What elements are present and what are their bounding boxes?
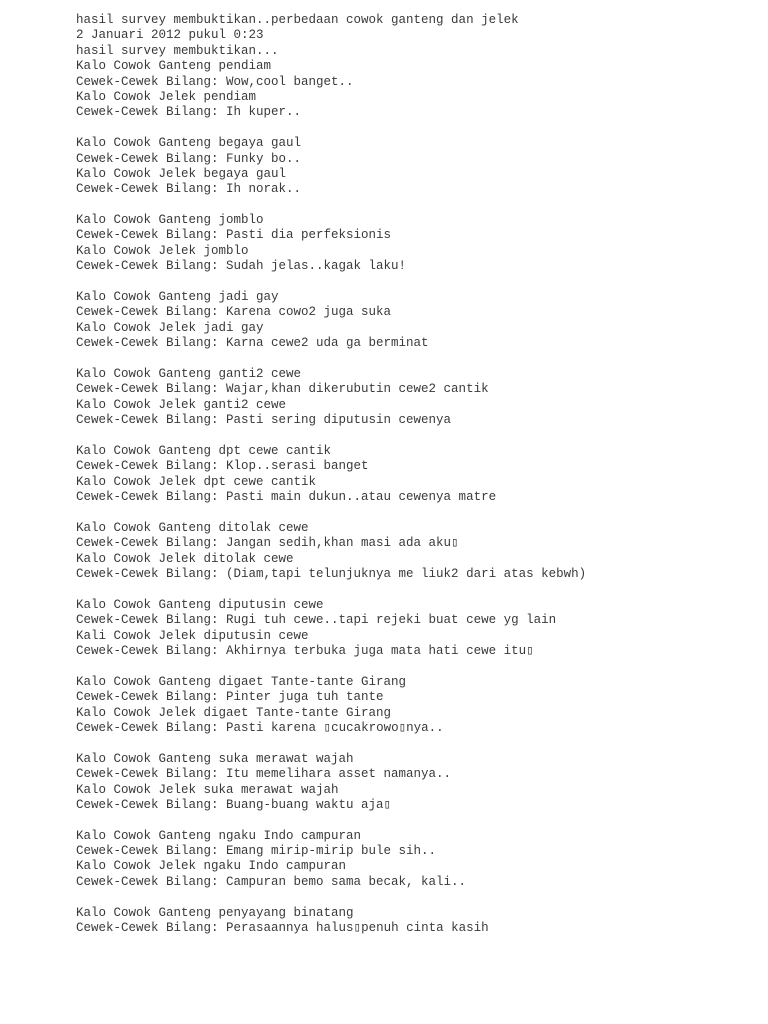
survey-line: Kalo Cowok Ganteng suka merawat wajah [76, 751, 354, 766]
survey-block [76, 598, 756, 660]
block-spacer [76, 198, 756, 213]
survey-line: Cewek-Cewek Bilang: Karena cowo2 juga suka [76, 305, 392, 320]
survey-line: Cewek-Cewek Bilang: Ih norak.. [76, 182, 302, 197]
block-spacer [76, 582, 756, 597]
block-spacer [76, 659, 756, 674]
survey-line: Kalo Cowok Ganteng penyayang binatang [76, 905, 354, 920]
survey-line: Cewek-Cewek Bilang: Pasti karena ▯cucakrowo▯nya.. [76, 720, 444, 735]
survey-line: Cewek-Cewek Bilang: Rugi tuh cewe..tapi rejeki buat cewe yg lain [76, 613, 557, 628]
block-spacer [76, 506, 756, 521]
survey-line: Kalo Cowok Ganteng digaet Tante-tante Girang [76, 674, 407, 689]
survey-line: Kalo Cowok Jelek ngaku Indo campuran [76, 859, 347, 874]
survey-line: Cewek-Cewek Bilang: Wow,cool banget.. [76, 74, 354, 89]
document-intro: hasil survey membuktikan... [76, 43, 279, 58]
survey-line: Kalo Cowok Jelek jadi gay [76, 320, 264, 335]
survey-line: Kalo Cowok Ganteng begaya gaul [76, 136, 302, 151]
survey-line: Kalo Cowok Jelek suka merawat wajah [76, 782, 339, 797]
survey-block [76, 290, 756, 352]
survey-line: Cewek-Cewek Bilang: Pasti sering diputusin cewenya [76, 413, 452, 428]
block-spacer [76, 275, 756, 290]
survey-line: Kalo Cowok Jelek ganti2 cewe [76, 397, 287, 412]
block-spacer [76, 813, 756, 828]
survey-blocks [76, 59, 756, 936]
survey-block [76, 675, 756, 737]
survey-line: Kalo Cowok Jelek ditolak cewe [76, 551, 294, 566]
survey-line: Cewek-Cewek Bilang: Wajar,khan dikerubutin cewe2 cantik [76, 382, 489, 397]
survey-line: Cewek-Cewek Bilang: Itu memelihara asset namanya.. [76, 767, 452, 782]
survey-line: Cewek-Cewek Bilang: Akhirnya terbuka juga mata hati cewe itu▯ [76, 644, 534, 659]
survey-block [76, 906, 756, 937]
survey-line: Cewek-Cewek Bilang: Pasti main dukun..atau cewenya matre [76, 490, 497, 505]
block-spacer [76, 121, 756, 136]
block-spacer [76, 352, 756, 367]
survey-line: Cewek-Cewek Bilang: Emang mirip-mirip bule sih.. [76, 844, 437, 859]
survey-line: Kalo Cowok Jelek dpt cewe cantik [76, 474, 317, 489]
survey-line: Kalo Cowok Jelek digaet Tante-tante Girang [76, 705, 392, 720]
survey-line: Cewek-Cewek Bilang: Perasaannya halus▯penuh cinta kasih [76, 921, 489, 936]
survey-line: Kalo Cowok Ganteng pendiam [76, 59, 272, 74]
survey-line: Cewek-Cewek Bilang: Jangan sedih,khan masi ada aku▯ [76, 536, 459, 551]
survey-block [76, 752, 756, 814]
survey-line: Kali Cowok Jelek diputusin cewe [76, 628, 309, 643]
survey-line: Cewek-Cewek Bilang: Buang-buang waktu aja▯ [76, 797, 392, 812]
survey-line: Cewek-Cewek Bilang: Klop..serasi banget [76, 459, 369, 474]
survey-block [76, 829, 756, 891]
survey-line: Kalo Cowok Ganteng ngaku Indo campuran [76, 828, 362, 843]
survey-line: Cewek-Cewek Bilang: Pinter juga tuh tante [76, 690, 384, 705]
survey-line: Kalo Cowok Ganteng jadi gay [76, 290, 279, 305]
survey-line: Kalo Cowok Ganteng ganti2 cewe [76, 366, 302, 381]
survey-block [76, 367, 756, 429]
survey-line: Cewek-Cewek Bilang: (Diam,tapi telunjuknya me liuk2 dari atas kebwh) [76, 567, 587, 582]
survey-block [76, 521, 756, 583]
survey-block [76, 59, 756, 121]
block-spacer [76, 890, 756, 905]
survey-line: Kalo Cowok Jelek pendiam [76, 89, 257, 104]
survey-block [76, 444, 756, 506]
survey-line: Cewek-Cewek Bilang: Karna cewe2 uda ga berminat [76, 336, 429, 351]
survey-line: Kalo Cowok Ganteng jomblo [76, 213, 264, 228]
survey-line: Kalo Cowok Jelek begaya gaul [76, 166, 287, 181]
survey-block [76, 136, 756, 198]
block-spacer [76, 736, 756, 751]
survey-block [76, 213, 756, 275]
survey-line: Cewek-Cewek Bilang: Sudah jelas..kagak laku! [76, 259, 407, 274]
survey-line: Cewek-Cewek Bilang: Funky bo.. [76, 151, 302, 166]
document-title: hasil survey membuktikan..perbedaan cowok ganteng dan jelek [76, 13, 519, 27]
document-page [76, 13, 756, 936]
survey-line: Kalo Cowok Ganteng dpt cewe cantik [76, 443, 332, 458]
survey-line: Cewek-Cewek Bilang: Campuran bemo sama becak, kali.. [76, 874, 467, 889]
survey-line: Kalo Cowok Ganteng ditolak cewe [76, 520, 309, 535]
document-date: 2 Januari 2012 pukul 0:23 [76, 28, 264, 43]
block-spacer [76, 429, 756, 444]
survey-line: Cewek-Cewek Bilang: Pasti dia perfeksionis [76, 228, 392, 243]
survey-line: Cewek-Cewek Bilang: Ih kuper.. [76, 105, 302, 120]
survey-line: Kalo Cowok Jelek jomblo [76, 243, 249, 258]
survey-line: Kalo Cowok Ganteng diputusin cewe [76, 597, 324, 612]
